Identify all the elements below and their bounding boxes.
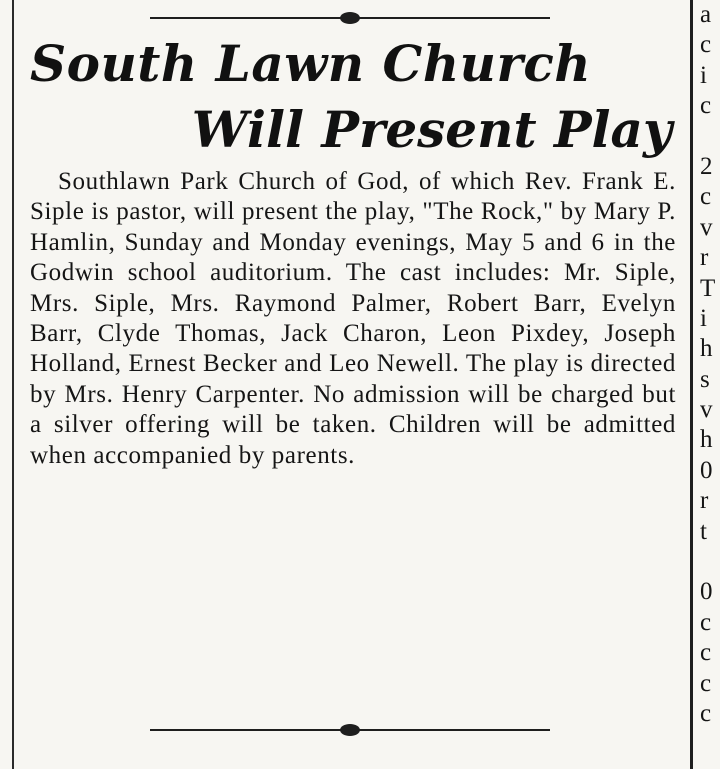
article-body: Southlawn Park Church of God, of which Rev. Frank E. Siple is pastor, will present the play, "The Rock," by Mary P. Hamlin, Sunday and Monday evenings, May 5 and 6 in the Godwin school auditorium. The cast includes: Mr. Siple, Mrs. Siple, Mrs. Raymond Palmer, Robert Barr, Evelyn Barr, Clyde Thomas, Jack Charon, Leon Pixdey, Joseph Holland, Ernest Becker and Leo Newell. The play is directed by Mrs. Henry Carpenter. No admission will be charged but a silver offering will be taken. Children will be admitted when accompanied by parents. bbox=[30, 168, 676, 469]
headline-line-2: Will Present Play bbox=[191, 100, 672, 159]
adjacent-fragment: r bbox=[700, 487, 709, 515]
adjacent-fragment bbox=[700, 547, 720, 577]
adjacent-fragment: i bbox=[700, 61, 707, 89]
adjacent-fragment: c bbox=[700, 639, 712, 667]
adjacent-fragment: 0 bbox=[700, 578, 713, 606]
adjacent-fragment: c bbox=[700, 669, 712, 697]
adjacent-fragment: c bbox=[700, 31, 712, 59]
adjacent-fragment bbox=[700, 122, 720, 152]
adjacent-fragment: 2 bbox=[700, 152, 713, 180]
adjacent-fragment: t bbox=[700, 517, 707, 545]
adjacent-fragment: T bbox=[700, 274, 716, 302]
adjacent-fragment: v bbox=[700, 213, 713, 241]
adjacent-fragment: v bbox=[700, 396, 713, 424]
adjacent-fragment: c bbox=[700, 608, 712, 636]
adjacent-fragment: r bbox=[700, 244, 709, 272]
adjacent-fragment: 0 bbox=[700, 456, 713, 484]
adjacent-fragment: c bbox=[700, 92, 712, 120]
adjacent-fragment: c bbox=[700, 183, 712, 211]
bottom-ornament-rule bbox=[150, 722, 550, 738]
adjacent-column-fragment bbox=[700, 0, 720, 769]
adjacent-fragment: s bbox=[700, 365, 710, 393]
adjacent-fragment: i bbox=[700, 304, 707, 332]
column-divider bbox=[690, 0, 693, 769]
top-ornament-rule bbox=[150, 10, 550, 26]
adjacent-fragment: a bbox=[700, 1, 712, 28]
adjacent-fragment: c bbox=[700, 699, 712, 727]
headline-line-1: South Lawn Church bbox=[30, 34, 592, 93]
adjacent-fragment: h bbox=[700, 426, 713, 454]
adjacent-fragment: h bbox=[700, 335, 713, 363]
